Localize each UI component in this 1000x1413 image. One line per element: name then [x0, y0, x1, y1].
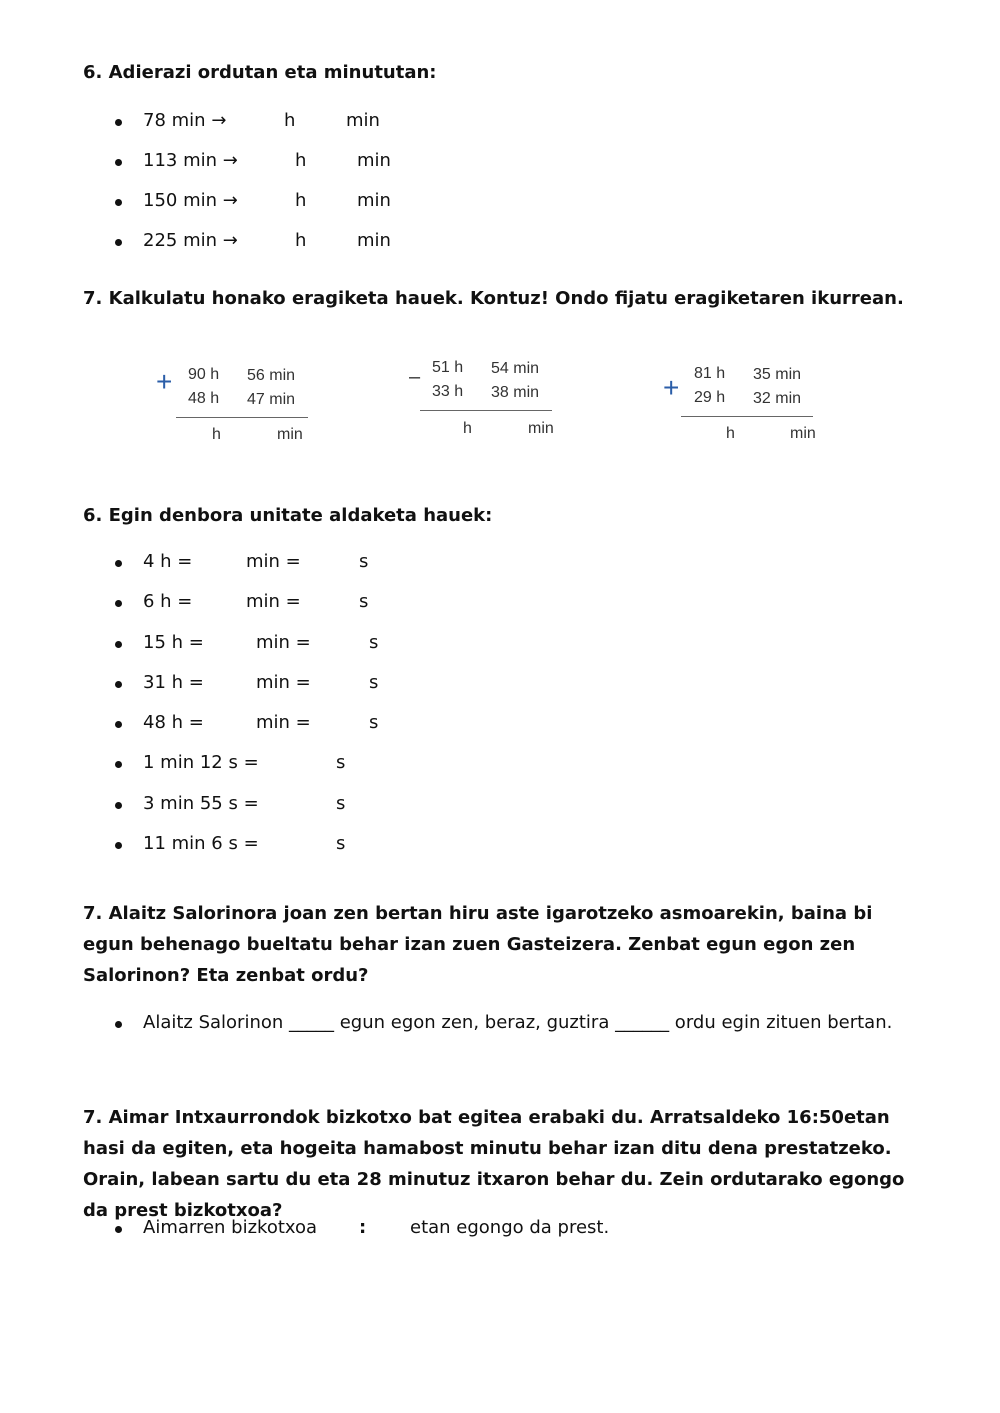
- conversion-minutes: min =: [256, 672, 311, 693]
- bullet: [115, 681, 122, 688]
- conversion-minsec: 11 min 6 s =: [143, 833, 259, 854]
- plus-sign: +: [156, 366, 173, 397]
- conversion-hours: 15 h =: [143, 632, 204, 653]
- section-6b-title: 6. Egin denbora unitate aldaketa hauek:: [83, 505, 493, 526]
- op2-row2-hours: 33 h: [432, 383, 464, 400]
- bullet: [115, 159, 122, 166]
- list-item: 225 min →: [143, 230, 238, 251]
- op2-row1-hours: 51 h: [432, 359, 464, 376]
- op1-row2-hours: 48 h: [188, 390, 220, 407]
- conversion-seconds: s: [336, 793, 346, 814]
- bullet: [115, 802, 122, 809]
- op3-result-minutes: min: [790, 425, 816, 442]
- op3-result-line: [681, 416, 813, 417]
- bullet: [115, 761, 122, 768]
- unit-min: min: [357, 150, 391, 171]
- section-7c-answer-start: Aimarren bizkotxoa: [143, 1217, 318, 1238]
- bullet: [115, 641, 122, 648]
- section-7a-title: 7. Kalkulatu honako eragiketa hauek. Kontuz! Ondo fijatu eragiketaren ikurrean.: [83, 288, 904, 309]
- bullet: [115, 600, 122, 607]
- op2-row2-minutes: 38 min: [491, 384, 540, 401]
- bullet: [115, 1226, 122, 1233]
- section-7b-answer: Alaitz Salorinon _____ egun egon zen, beraz, guztira ______ ordu egin zituen bertan.: [143, 1012, 893, 1033]
- bullet: [115, 199, 122, 206]
- bullet: [115, 560, 122, 567]
- op2-result-hours: h: [463, 420, 472, 437]
- op2-row1-minutes: 54 min: [491, 360, 540, 377]
- conversion-minsec: 3 min 55 s =: [143, 793, 259, 814]
- unit-h: h: [295, 190, 307, 211]
- section-7b-problem: 7. Alaitz Salorinora joan zen bertan hiru aste igarotzeko asmoarekin, baina bi egun behenago bueltatu behar izan zuen Gasteizera. Zenbat egun egon zen Salorinon? Eta zenbat ordu?: [83, 903, 873, 986]
- section-7c-answer-end: etan egongo da prest.: [410, 1217, 610, 1238]
- bullet: [115, 1021, 122, 1028]
- op3-row2-hours: 29 h: [694, 389, 726, 406]
- section-7c-problem: 7. Aimar Intxaurrondok bizkotxo bat egitea erabaki du. Arratsaldeko 16:50etan hasi da egiten, eta hogeita hamabost minutu behar izan ditu dena prestatzeko. Orain, labean sartu du eta 28 minutuz itxaron behar du. Zein ordutarako egongo da prest bizkotxoa?: [83, 1107, 905, 1221]
- op1-row2-minutes: 47 min: [247, 391, 296, 408]
- op1-result-minutes: min: [277, 426, 303, 443]
- op1-row1-hours: 90 h: [188, 366, 220, 383]
- unit-min: min: [357, 230, 391, 251]
- conversion-minutes: min =: [246, 551, 301, 572]
- op2-result-minutes: min: [528, 420, 554, 437]
- bullet: [115, 842, 122, 849]
- conversion-minsec: 1 min 12 s =: [143, 752, 259, 773]
- bullet: [115, 239, 122, 246]
- conversion-seconds: s: [359, 591, 369, 612]
- conversion-hours: 31 h =: [143, 672, 204, 693]
- op2-result-line: [420, 410, 552, 411]
- bullet: [115, 721, 122, 728]
- conversion-seconds: s: [336, 752, 346, 773]
- unit-min: min: [346, 110, 380, 131]
- unit-h: h: [295, 150, 307, 171]
- unit-h: h: [295, 230, 307, 251]
- op1-result-line: [176, 417, 308, 418]
- op3-result-hours: h: [726, 425, 735, 442]
- conversion-seconds: s: [369, 712, 379, 733]
- plus-sign: +: [663, 372, 680, 403]
- op3-row1-hours: 81 h: [694, 365, 726, 382]
- list-item: 150 min →: [143, 190, 238, 211]
- time-colon: :: [359, 1217, 367, 1238]
- op1-row1-minutes: 56 min: [247, 367, 296, 384]
- list-item: 78 min →: [143, 110, 227, 131]
- conversion-seconds: s: [336, 833, 346, 854]
- bullet: [115, 119, 122, 126]
- minus-sign: –: [409, 366, 421, 388]
- conversion-minutes: min =: [246, 591, 301, 612]
- op3-row2-minutes: 32 min: [753, 390, 802, 407]
- unit-h: h: [284, 110, 296, 131]
- conversion-hours: 4 h =: [143, 551, 193, 572]
- section-6a-title: 6. Adierazi ordutan eta minututan:: [83, 62, 437, 83]
- conversion-hours: 6 h =: [143, 591, 193, 612]
- unit-min: min: [357, 190, 391, 211]
- conversion-seconds: s: [359, 551, 369, 572]
- conversion-minutes: min =: [256, 712, 311, 733]
- op1-result-hours: h: [212, 426, 221, 443]
- conversion-hours: 48 h =: [143, 712, 204, 733]
- conversion-seconds: s: [369, 632, 379, 653]
- list-item: 113 min →: [143, 150, 238, 171]
- op3-row1-minutes: 35 min: [753, 366, 802, 383]
- conversion-seconds: s: [369, 672, 379, 693]
- conversion-minutes: min =: [256, 632, 311, 653]
